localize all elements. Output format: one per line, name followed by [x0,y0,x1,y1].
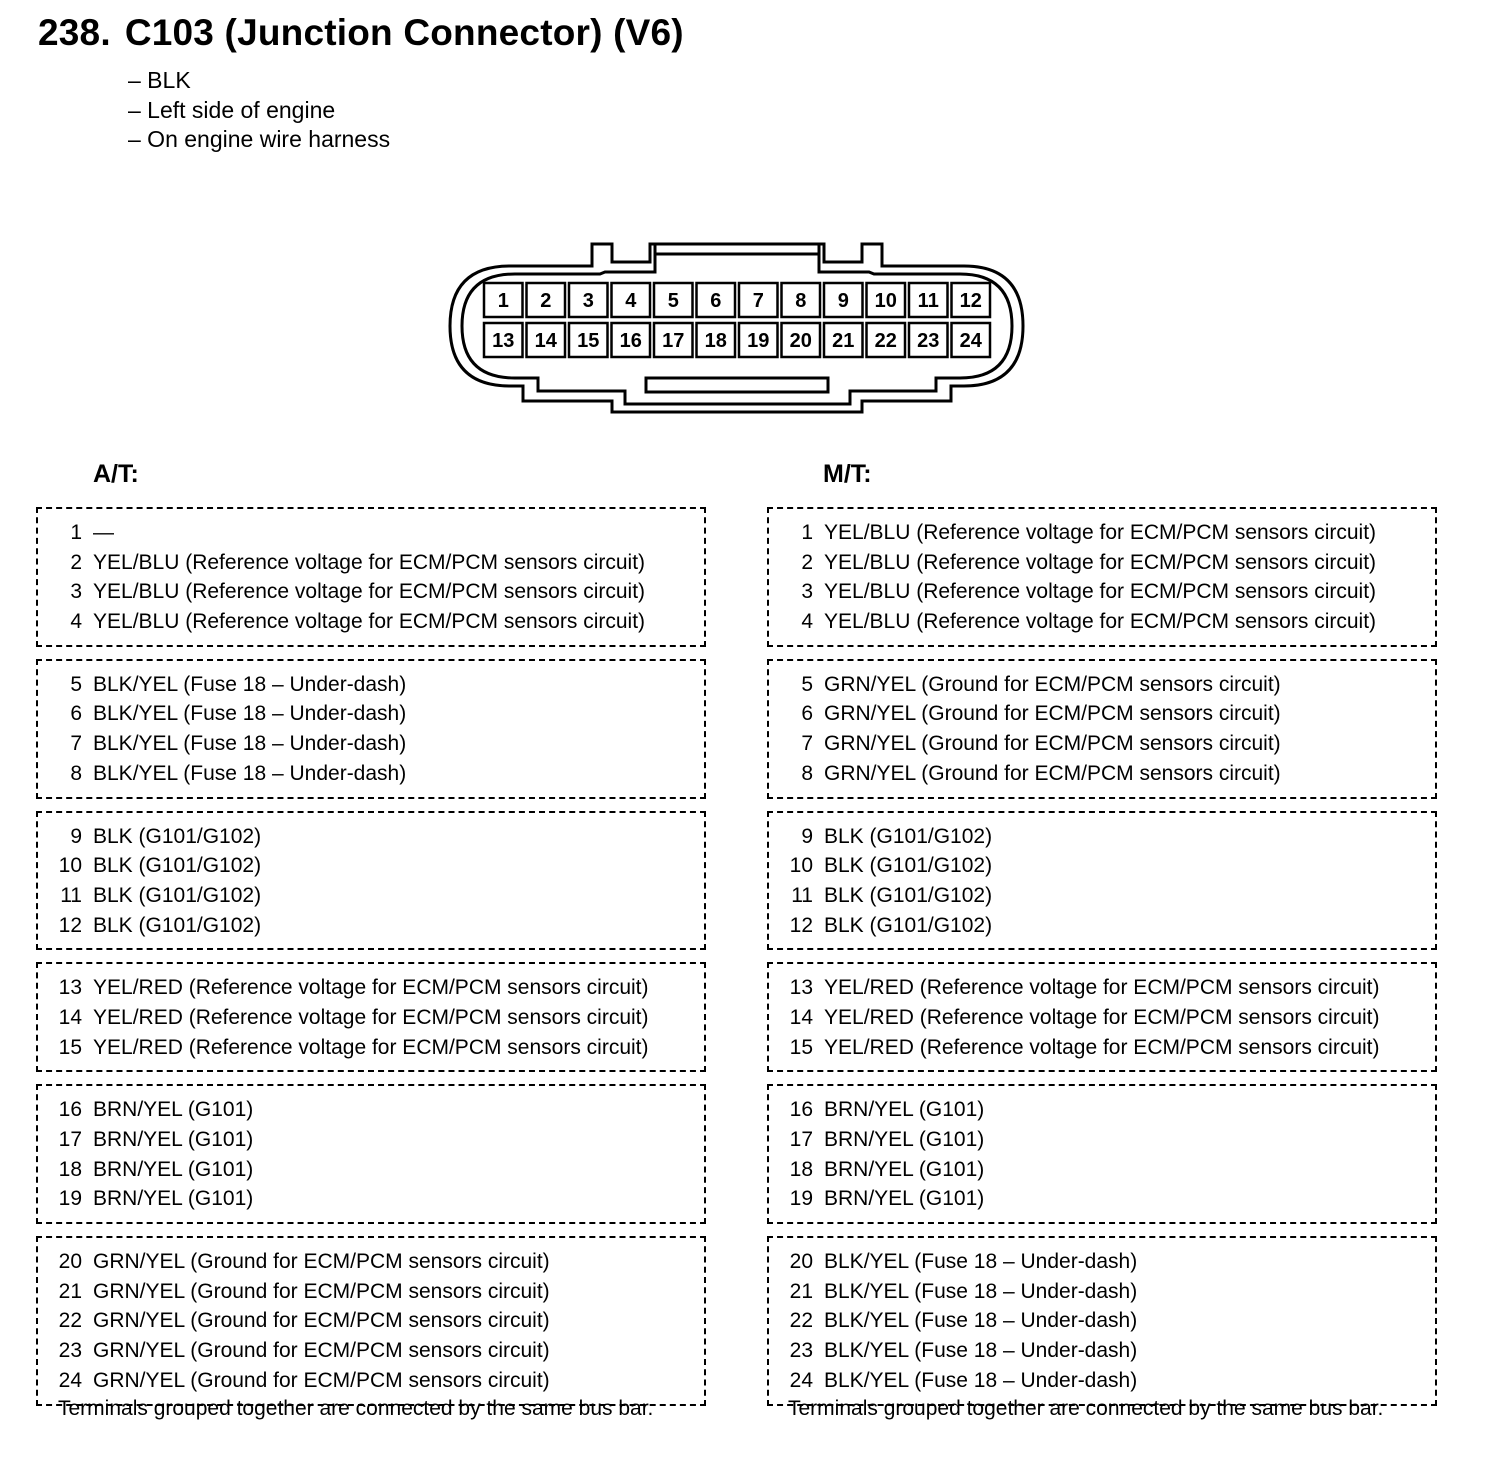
connector-pin-label: 10 [874,290,897,312]
terminal-number: 12 [58,913,82,937]
terminal-row [38,548,704,578]
terminal-row [769,1277,1435,1307]
terminal-description: BLK/YEL (Fuse 18 – Under-dash) [93,702,407,726]
terminal-description: GRN/YEL (Ground for ECM/PCM sensors circuit) [824,761,1281,785]
connector-pin-label: 11 [917,290,939,312]
terminal-description: YEL/RED (Reference voltage for ECM/PCM sensors circuit) [824,976,1380,1000]
terminal-number: 4 [801,610,813,634]
note-harness: – On engine wire harness [128,126,391,152]
terminal-row [38,759,704,789]
connector-pin-label: 12 [959,290,982,312]
terminal-description: BLK (G101/G102) [93,883,262,907]
terminal-number: 13 [58,976,82,1000]
connector-diagram [440,236,1040,416]
terminal-number: 19 [789,1187,813,1211]
terminal-description: BLK/YEL (Fuse 18 – Under-dash) [93,672,407,696]
terminal-description: BLK/YEL (Fuse 18 – Under-dash) [824,1250,1138,1274]
terminal-number: 1 [801,521,813,544]
terminal-description: BLK (G101/G102) [93,854,262,878]
terminal-row [769,1184,1435,1214]
connector-notes [128,66,390,155]
terminal-description: YEL/RED (Reference voltage for ECM/PCM sensors circuit) [93,976,649,1000]
terminal-row [38,851,704,881]
terminal-description: BLK (G101/G102) [93,913,262,937]
terminal-description: YEL/BLU (Reference voltage for ECM/PCM sensors circuit) [824,580,1377,604]
connector-title: C103 (Junction Connector) (V6) [124,12,684,53]
terminal-row [769,851,1435,881]
terminal-number: 4 [70,610,82,634]
at-footnote: Terminals grouped together are connected by the same bus bar. [58,1397,654,1420]
terminal-number: 24 [58,1368,82,1392]
terminal-description: BLK/YEL (Fuse 18 – Under-dash) [824,1309,1138,1333]
terminal-row [38,881,704,911]
terminal-number: 2 [801,550,813,574]
terminal-description: BLK/YEL (Fuse 18 – Under-dash) [824,1368,1138,1392]
connector-pin-label: 2 [540,290,552,312]
terminal-row [769,1095,1435,1125]
terminal-number: 11 [60,883,82,907]
terminal-row [769,911,1435,941]
terminal-number: 2 [70,550,82,574]
terminal-row [38,1366,704,1396]
terminal-row [769,1125,1435,1155]
connector-pin-label: 13 [492,330,515,352]
terminal-row [769,881,1435,911]
terminal-number: 12 [789,913,813,937]
terminal-number: 23 [58,1339,82,1363]
terminal-row [769,1247,1435,1277]
terminal-description: GRN/YEL (Ground for ECM/PCM sensors circuit) [93,1368,550,1392]
terminal-row [38,729,704,759]
terminal-number: 17 [789,1128,813,1151]
terminal-number: 3 [70,580,82,604]
connector-pin-label: 20 [789,330,812,352]
terminal-row [769,518,1435,548]
page-title [38,12,684,54]
terminal-description: BLK/YEL (Fuse 18 – Under-dash) [93,761,407,785]
terminal-row [38,911,704,941]
terminal-row [769,1336,1435,1366]
connector-pin-label: 18 [704,330,727,352]
terminal-number: 5 [801,672,813,696]
at-heading: A/T: [93,460,139,488]
terminal-description: YEL/BLU (Reference voltage for ECM/PCM sensors circuit) [93,580,646,604]
terminal-description: BRN/YEL (G101) [93,1187,254,1211]
connector-pin-label: 1 [497,290,509,312]
terminal-row [769,1366,1435,1396]
terminal-number: 7 [70,732,82,756]
terminal-row [769,759,1435,789]
terminal-number: 7 [801,732,813,756]
terminal-description: GRN/YEL (Ground for ECM/PCM sensors circuit) [824,702,1281,726]
terminal-description: YEL/RED (Reference voltage for ECM/PCM sensors circuit) [824,1005,1380,1029]
terminal-number: 18 [789,1157,813,1181]
terminal-description: YEL/BLU (Reference voltage for ECM/PCM sensors circuit) [824,550,1377,574]
connector-pin-label: 4 [625,290,637,312]
at-bus-bar-group [36,811,706,951]
terminal-number: 13 [789,976,813,1000]
mt-bus-bar-group [767,1084,1437,1224]
terminal-number: 20 [789,1250,813,1274]
mt-bus-bar-group [767,962,1437,1072]
terminal-description: BLK/YEL (Fuse 18 – Under-dash) [824,1339,1138,1363]
terminal-row [769,699,1435,729]
terminal-number: 24 [789,1368,813,1392]
terminal-description: BRN/YEL (G101) [93,1098,254,1122]
terminal-row [38,670,704,700]
terminal-number: 21 [58,1279,82,1303]
terminal-row [38,1184,704,1214]
terminal-row [38,1003,704,1033]
terminal-row [769,729,1435,759]
terminal-number: 9 [70,824,82,848]
terminal-number: 8 [801,761,813,785]
terminal-description: GRN/YEL (Ground for ECM/PCM sensors circuit) [824,732,1281,756]
terminal-number: 8 [70,761,82,785]
terminal-number: 22 [789,1309,813,1333]
terminal-row [38,822,704,852]
terminal-description: YEL/RED (Reference voltage for ECM/PCM sensors circuit) [824,1035,1380,1059]
at-terminal-list [36,507,706,1406]
connector-pin-label: 22 [874,330,897,352]
terminal-row [769,1003,1435,1033]
terminal-number: 10 [789,854,813,878]
note-location: – Left side of engine [128,96,336,123]
terminal-description: BLK (G101/G102) [824,913,993,937]
connector-pin-label: 8 [795,290,807,312]
terminal-number: 16 [58,1098,82,1122]
terminal-row [38,1247,704,1277]
terminal-number: 9 [801,824,813,848]
terminal-row [769,1306,1435,1336]
terminal-number: 5 [70,672,82,696]
connector-pin-label: 14 [534,330,557,352]
connector-housing-inner [462,254,1012,404]
terminal-row [769,670,1435,700]
connector-pin-label: 19 [747,330,770,352]
mt-footnote: Terminals grouped together are connected by the same bus bar. [788,1397,1384,1420]
connector-pin-label: 17 [662,330,685,352]
terminal-row [38,1033,704,1063]
terminal-row [38,518,704,548]
at-bus-bar-group [36,1084,706,1224]
connector-pin-label: 9 [837,290,849,312]
mt-bus-bar-group [767,811,1437,951]
terminal-description: GRN/YEL (Ground for ECM/PCM sensors circuit) [93,1309,550,1333]
terminal-number: 21 [789,1279,813,1303]
terminal-row [769,822,1435,852]
terminal-number: 3 [801,580,813,604]
at-bus-bar-group [36,659,706,799]
item-number: 238. [38,12,111,53]
connector-top-row [484,283,990,317]
at-bus-bar-group [36,507,706,647]
connector-pin-label: 24 [959,330,982,352]
connector-pin-label: 23 [917,330,940,352]
terminal-description: BLK (G101/G102) [824,854,993,878]
terminal-description: BLK (G101/G102) [93,824,262,848]
mt-terminal-list [767,507,1437,1406]
terminal-description: YEL/BLU (Reference voltage for ECM/PCM sensors circuit) [824,521,1377,544]
terminal-description: GRN/YEL (Ground for ECM/PCM sensors circuit) [93,1279,550,1303]
note-color: – BLK [128,67,191,93]
terminal-description: BLK/YEL (Fuse 18 – Under-dash) [824,1279,1138,1303]
terminal-number: 15 [58,1035,82,1059]
terminal-number: 6 [801,702,813,726]
connector-pin-label: 15 [577,330,600,352]
mt-heading: M/T: [823,460,872,488]
at-bus-bar-group [36,962,706,1072]
terminal-number: 22 [58,1309,82,1333]
terminal-row [38,1336,704,1366]
terminal-description: BRN/YEL (G101) [93,1128,254,1151]
terminal-row [38,1306,704,1336]
terminal-row [769,577,1435,607]
terminal-description: YEL/RED (Reference voltage for ECM/PCM sensors circuit) [93,1035,649,1059]
connector-pin-label: 6 [710,290,722,312]
terminal-row [38,699,704,729]
terminal-number: 11 [791,883,813,907]
terminal-number: 16 [789,1098,813,1122]
terminal-description: BRN/YEL (G101) [93,1157,254,1181]
terminal-number: 20 [58,1250,82,1274]
terminal-number: 23 [789,1339,813,1363]
terminal-row [38,607,704,637]
connector-bottom-row [484,323,990,357]
terminal-description: YEL/BLU (Reference voltage for ECM/PCM sensors circuit) [93,550,646,574]
terminal-description: YEL/RED (Reference voltage for ECM/PCM sensors circuit) [93,1005,649,1029]
terminal-description: YEL/BLU (Reference voltage for ECM/PCM sensors circuit) [93,610,646,634]
terminal-row [38,1277,704,1307]
mt-bus-bar-group [767,1236,1437,1405]
terminal-description: BRN/YEL (G101) [824,1128,985,1151]
terminal-row [769,1155,1435,1185]
terminal-description: BRN/YEL (G101) [824,1098,985,1122]
terminal-row [769,607,1435,637]
terminal-row [769,1033,1435,1063]
terminal-number: 6 [70,702,82,726]
terminal-description: YEL/BLU (Reference voltage for ECM/PCM sensors circuit) [824,610,1377,634]
terminal-row [769,548,1435,578]
terminal-description: — [93,521,114,544]
terminal-number: 10 [58,854,82,878]
mt-bus-bar-group [767,507,1437,647]
connector-pin-label: 3 [582,290,594,312]
terminal-description: GRN/YEL (Ground for ECM/PCM sensors circuit) [93,1339,550,1363]
terminal-number: 19 [58,1187,82,1211]
terminal-row [38,1095,704,1125]
connector-pin-label: 7 [752,290,764,312]
terminal-number: 15 [789,1035,813,1059]
terminal-row [769,973,1435,1003]
terminal-row [38,1155,704,1185]
terminal-number: 14 [789,1005,813,1029]
terminal-number: 17 [58,1128,82,1151]
terminal-description: BLK/YEL (Fuse 18 – Under-dash) [93,732,407,756]
connector-pin-label: 16 [619,330,642,352]
mt-bus-bar-group [767,659,1437,799]
terminal-description: BRN/YEL (G101) [824,1187,985,1211]
terminal-description: BRN/YEL (G101) [824,1157,985,1181]
connector-pin-label: 21 [832,330,855,352]
terminal-number: 18 [58,1157,82,1181]
at-bus-bar-group [36,1236,706,1405]
connector-pin-label: 5 [667,290,679,312]
terminal-description: BLK (G101/G102) [824,824,993,848]
terminal-row [38,577,704,607]
terminal-row [38,1125,704,1155]
terminal-row [38,973,704,1003]
terminal-number: 14 [58,1005,82,1029]
terminal-description: BLK (G101/G102) [824,883,993,907]
terminal-number: 1 [70,521,82,544]
terminal-description: GRN/YEL (Ground for ECM/PCM sensors circuit) [824,672,1281,696]
terminal-description: GRN/YEL (Ground for ECM/PCM sensors circuit) [93,1250,550,1274]
